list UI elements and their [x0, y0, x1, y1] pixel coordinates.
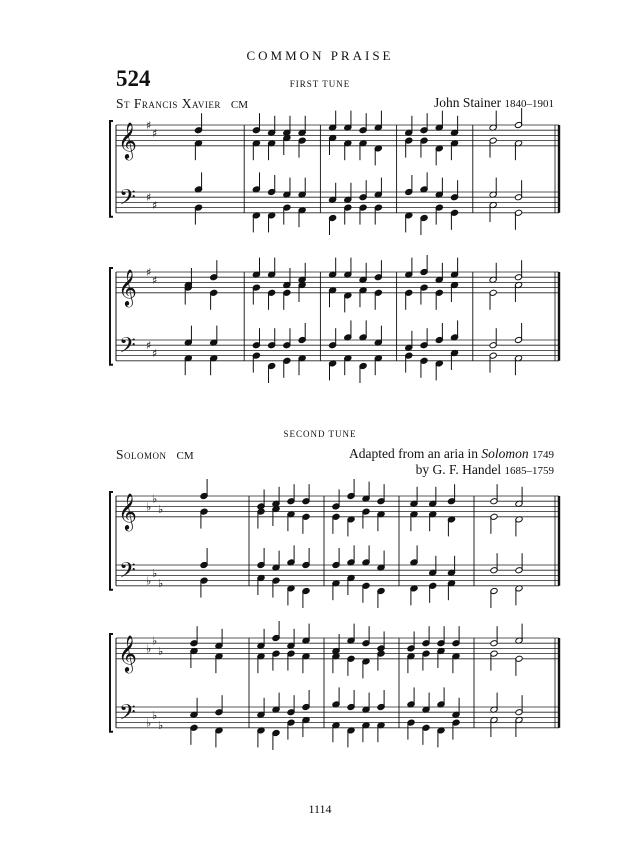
hymn-number: 524 — [116, 66, 151, 91]
flat-icon: ♭ — [152, 492, 158, 506]
second-tune-source-year: 1749 — [532, 449, 554, 461]
sharp-icon: ♯ — [146, 119, 152, 132]
sharp-icon: ♯ — [152, 126, 158, 140]
flat-icon: ♭ — [158, 577, 164, 591]
running-head: COMMON PRAISE — [246, 48, 394, 63]
first-tune-composer: John Stainer — [434, 95, 502, 110]
system-bracket — [110, 634, 113, 732]
bass-clef-icon: 𝄢 — [119, 333, 136, 364]
first-tune-system-2 — [110, 255, 559, 383]
first-tune-system-1 — [110, 108, 559, 235]
first-tune-heading: FIRST TUNE — [289, 79, 351, 89]
treble-clef-icon: 𝄞 — [118, 120, 137, 159]
system-bracket — [110, 121, 113, 217]
sharp-icon: ♯ — [152, 199, 158, 212]
flat-icon: ♭ — [146, 574, 152, 588]
second-tune-dates: 1685–1759 — [504, 465, 554, 477]
bass-clef-icon: 𝄢 — [119, 185, 136, 216]
second-tune-composer: by G. F. Handel — [415, 462, 502, 477]
second-tune-system-1 — [110, 479, 559, 608]
flat-icon: ♭ — [158, 503, 164, 516]
sharp-icon: ♯ — [146, 191, 152, 205]
second-tune-meter: CM — [176, 450, 194, 462]
first-tune-meter: CM — [230, 99, 248, 111]
first-tune-name: St Francis Xavier — [116, 96, 221, 111]
sharp-icon: ♯ — [152, 273, 158, 287]
sharp-icon: ♯ — [152, 347, 158, 360]
bass-clef-icon: 𝄢 — [119, 558, 136, 589]
second-tune-source-work: Solomon — [481, 446, 529, 461]
flat-icon: ♭ — [158, 645, 164, 658]
flat-icon: ♭ — [146, 642, 152, 656]
second-tune-name: Solomon — [116, 447, 167, 462]
system-bracket — [110, 268, 113, 365]
page-number: 1114 — [308, 802, 332, 816]
flat-icon: ♭ — [152, 708, 158, 722]
sharp-icon: ♯ — [146, 339, 152, 353]
system-bracket — [110, 492, 113, 590]
second-tune-heading: SECOND TUNE — [283, 429, 357, 439]
treble-clef-icon: 𝄞 — [118, 267, 137, 306]
flat-icon: ♭ — [152, 566, 158, 580]
second-tune-system-2 — [110, 621, 559, 750]
treble-clef-icon: 𝄞 — [118, 633, 137, 672]
first-tune-dates: 1840–1901 — [504, 98, 554, 110]
flat-icon: ♭ — [158, 719, 164, 733]
sharp-icon: ♯ — [146, 266, 152, 279]
treble-clef-icon: 𝄞 — [118, 491, 137, 530]
flat-icon: ♭ — [146, 500, 152, 514]
bass-clef-icon: 𝄢 — [119, 700, 136, 731]
second-tune-source-prefix: Adapted from an aria in — [349, 446, 478, 461]
flat-icon: ♭ — [146, 716, 152, 730]
flat-icon: ♭ — [152, 634, 158, 648]
